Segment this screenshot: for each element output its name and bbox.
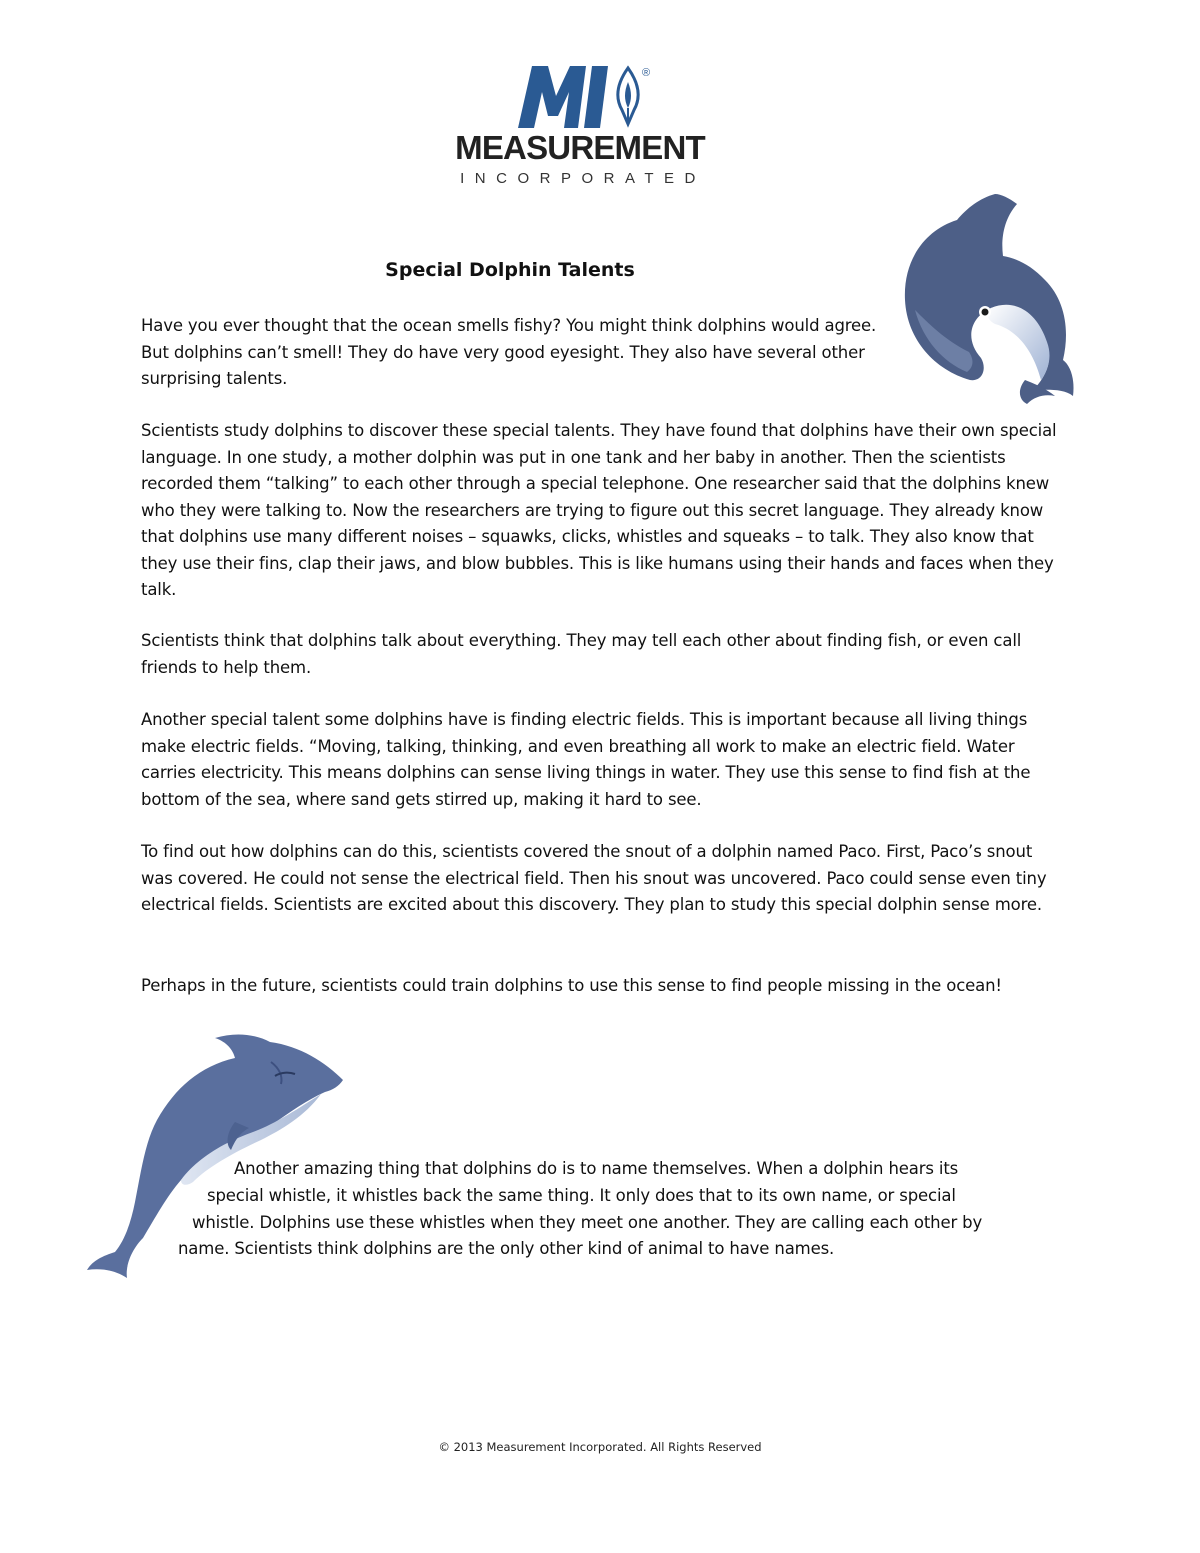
paragraph-names-line: Another amazing thing that dolphins do is to name themselves. When a dolphin hears its [234,1159,959,1178]
logo-wordmark: MEASUREMENT [455,129,705,166]
paragraph-talk-topics: Scientists think that dolphins talk about everything. They may tell each other about finding fish, or even call friends to help them. [141,631,1022,677]
company-logo [448,62,718,192]
paragraph-intro: Have you ever thought that the ocean smells fishy? You might think dolphins would agree. But dolphins can’t smell! They do have very good eyesight. They also have several other surprising talents. [141,316,877,388]
logo-subtitle: INCORPORATED [460,170,706,187]
dolphin-image-top [895,190,1085,408]
paragraph-names-line: name. Scientists think dolphins are the only other kind of animal to have names. [178,1239,835,1258]
mi-logo-mark [518,62,668,130]
paragraph-paco-experiment: To find out how dolphins can do this, scientists covered the snout of a dolphin named Paco. First, Paco’s snout was covered. He could not sense the electrical field. Then his snout was uncovered. Paco could sense even tiny electrical fields. Scientists are excited about this discovery. They plan to study this special dolphin sense more. [141,842,1047,914]
paragraph-future: Perhaps in the future, scientists could train dolphins to use this sense to find people missing in the ocean! [141,976,1002,995]
paragraph-names-line: special whistle, it whistles back the same thing. It only does that to its own name, or special [207,1186,956,1205]
article-title: Special Dolphin Talents [385,259,635,281]
registered-mark: ® [642,67,651,79]
copyright-footer: © 2013 Measurement Incorporated. All Rights Reserved [438,1440,762,1454]
pen-nib-icon [618,68,639,124]
paragraph-electric-fields: Another special talent some dolphins have is finding electric fields. This is important because all living things make electric fields. “Moving, talking, thinking, and even breathing all work to make an electric field. Water carries electricity. This means dolphins can sense living things in water. They use this sense to find fish at the bottom of the sea, where sand gets stirred up, making it hard to see. [141,710,1031,809]
paragraph-language: Scientists study dolphins to discover these special talents. They have found that dolphins have their own special language. In one study, a mother dolphin was put in one tank and her baby in another. Then the scientists recorded them “talking” to each other through a special telephone. One researcher said that the dolphins knew who they were talking to. Now the researchers are trying to figure out this secret language. They already know that dolphins use many different noises – squawks, clicks, whistles and squeaks – to talk. They also know that they use their fins, clap their jaws, and blow bubbles. This is like humans using their hands and faces when they talk. [141,421,1057,599]
paragraph-names-line: whistle. Dolphins use these whistles when they meet one another. They are calling each other by [192,1213,983,1232]
